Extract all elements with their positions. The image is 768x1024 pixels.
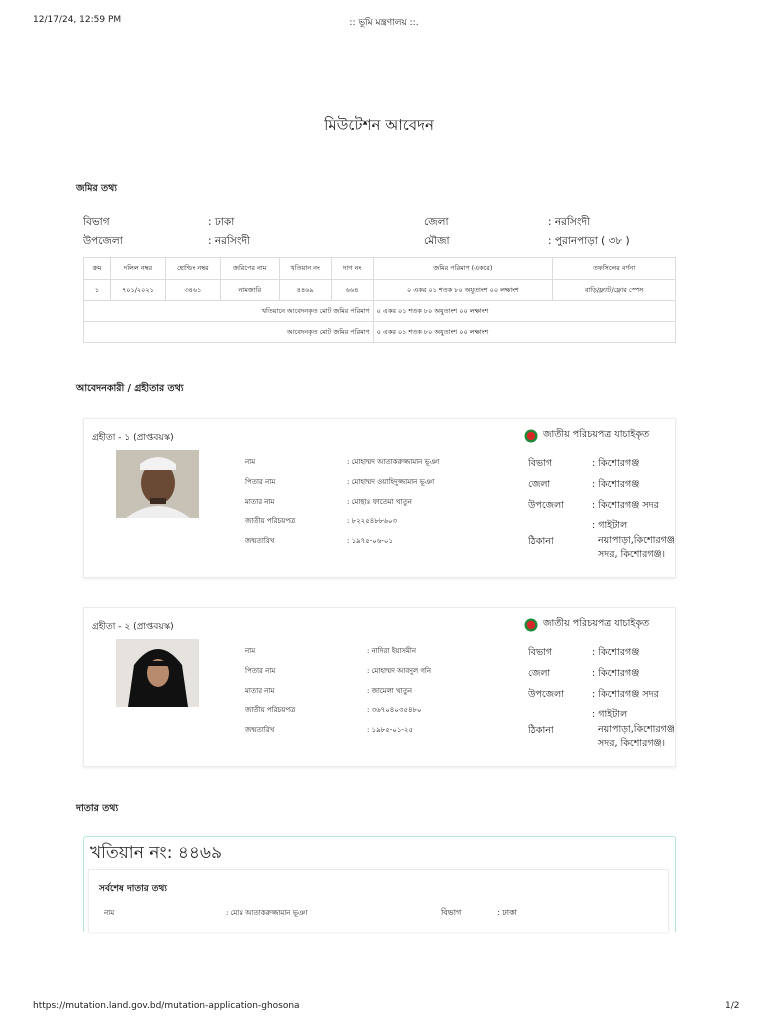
recipient-heading: গ্রহীতা - ১ (প্রাপ্তবয়স্ক) [92, 433, 174, 443]
dob-label: জন্মতারিখ [245, 726, 275, 734]
address-line: নয়াপাড়া,কিশোরগঞ্জ [598, 535, 675, 546]
table-cell: ০ একর ০১ শতক ৮০ অযুতাংশ ০০ লক্ষাংশ [373, 280, 553, 301]
col-header: দাগ নং [331, 258, 373, 280]
khatian-heading: খতিয়ান নং: ৪৪৬৯ [90, 843, 223, 863]
dob-value: : ১৯৮৫-০১-২৫ [367, 726, 413, 734]
donor-division-value: : ঢাকা [497, 908, 518, 917]
nid-value: : ৩৬৭০৪০৩৫৪৮০ [367, 706, 422, 714]
father-label: পিতার নাম [245, 667, 276, 675]
nid-verified-text: জাতীয় পরিচয়পত্র যাচাইকৃত [543, 618, 650, 629]
name-value: : মোহাম্মদ আতাকরুজ্জামান ভূঞা [347, 458, 440, 466]
land-table-header-row [84, 258, 676, 280]
latest-donor-title: সর্বশেষ দাতার তথ্য [99, 884, 167, 894]
print-page-number: 1/2 [725, 1001, 740, 1011]
col-header: তফসিলের বর্ণনা [553, 258, 676, 280]
col-header: খতিয়ান নং [279, 258, 331, 280]
upazila-label: উপজেলা [528, 500, 564, 511]
male-portrait-icon [116, 450, 199, 518]
donor-name-label: নাম [104, 909, 115, 917]
upazila-value: : কিশোরগঞ্জ সদর [592, 689, 659, 700]
mother-value: : মোছাঃ ফাতেমা খাতুন [347, 498, 412, 506]
land-table [83, 257, 676, 343]
print-datetime: 12/17/24, 12:59 PM [33, 15, 122, 25]
land-division-value: : ঢাকা [208, 216, 235, 228]
land-upazila-value: : নরসিংদী [208, 235, 250, 247]
land-mouza-value: : পুরানপাড়া ( ৩৮ ) [548, 235, 630, 247]
address-label: ঠিকানা [528, 725, 554, 736]
father-label: পিতার নাম [245, 478, 276, 486]
table-cell: ৩৪৬১ [165, 280, 220, 301]
donor-name-value: : মোঃ আতাকরুজ্জামান ভূঞা [226, 909, 308, 917]
applicant-section-title: আবেদনকারী / গ্রহীতার তথ্য [76, 383, 184, 394]
mother-label: মাতার নাম [245, 498, 275, 506]
bd-emblem-icon [523, 429, 539, 443]
father-value: : মোহাম্মদ ওয়াহিদুজ্জামান ভূঞা [347, 478, 435, 486]
name-label: নাম [245, 458, 256, 466]
total-khatian-label: খতিয়ানে আবেদনকৃত মোট জমির পরিমাণ [84, 301, 374, 322]
nid-verified-badge [523, 428, 649, 443]
total-khatian-value: ০ একর ০১ শতক ৮০ অযুতাংশ ০০ লক্ষাংশ [373, 301, 675, 322]
print-site-title: :: ভূমি মন্ত্রণালয় ::. [349, 18, 419, 28]
table-row [84, 280, 676, 301]
table-cell: নামজারি [220, 280, 279, 301]
nid-label: জাতীয় পরিচয়পত্র [245, 706, 296, 714]
district-label: জেলা [528, 668, 551, 679]
land-upazila-label: উপজেলা [83, 235, 123, 247]
female-portrait-icon [116, 639, 199, 707]
dob-value: : ১৯৭৫-০৬-০১ [347, 537, 394, 545]
address-line: : গাইটাল [592, 520, 628, 531]
nid-label: জাতীয় পরিচয়পত্র [245, 517, 296, 525]
district-value: : কিশোরগঞ্জ [592, 479, 640, 490]
col-header: জমির পরিমাণ (একরে) [373, 258, 553, 280]
dob-label: জন্মতারিখ [245, 537, 275, 545]
address-line: নয়াপাড়া,কিশোরগঞ্জ [598, 724, 675, 735]
land-division-label: বিভাগ [83, 216, 110, 228]
nid-value: : ৮২২৫৪৮৮৬০৩ [347, 517, 398, 525]
page-title: মিউটেশন আবেদন [324, 116, 434, 134]
name-label: নাম [245, 647, 256, 655]
table-cell: ৪৪৬৯ [279, 280, 331, 301]
address-line: সদর, কিশোরগঞ্জ। [598, 738, 666, 749]
col-header: হোল্ডিং নম্বর [165, 258, 220, 280]
total-applied-value: ০ একর ০১ শতক ৮০ অযুতাংশ ০০ লক্ষাংশ [373, 322, 675, 343]
upazila-value: : কিশোরগঞ্জ সদর [592, 500, 659, 511]
table-cell: ৭০১/২০২১ [110, 280, 165, 301]
table-row [84, 322, 676, 343]
division-value: : কিশোরগঞ্জ [592, 458, 640, 469]
father-value: : মোহাম্মদ আবদুল গনি [367, 667, 432, 675]
division-value: : কিশোরগঞ্জ [592, 647, 640, 658]
recipient-photo [116, 450, 199, 518]
latest-donor-panel [88, 869, 669, 932]
name-value: : নাদিরা ইয়াসমীন [367, 647, 417, 655]
mother-value: : জামেলা খাতুন [367, 687, 413, 695]
district-value: : কিশোরগঞ্জ [592, 668, 640, 679]
print-footer-url: https://mutation.land.gov.bd/mutation-application-ghosona [33, 1001, 300, 1011]
address-line: : গাইটাল [592, 709, 628, 720]
division-label: বিভাগ [528, 458, 553, 469]
land-district-value: : নরসিংদী [548, 216, 590, 228]
col-header: জরিপের নাম [220, 258, 279, 280]
land-district-label: জেলা [424, 216, 449, 228]
donor-division-label: বিভাগ [441, 908, 462, 917]
donor-section-title: দাতার তথ্য [76, 803, 119, 814]
land-mouza-label: মৌজা [424, 235, 450, 247]
upazila-label: উপজেলা [528, 689, 564, 700]
col-header: ক্রম [84, 258, 111, 280]
address-line: সদর, কিশোরগঞ্জ। [598, 549, 666, 560]
table-cell: বাড়ি/ফ্ল্যাট/ফ্লোর স্পেস [553, 280, 676, 301]
division-label: বিভাগ [528, 647, 553, 658]
nid-verified-badge [523, 617, 649, 632]
table-cell: ৬৬৪ [331, 280, 373, 301]
total-applied-label: আবেদনকৃত মোট জমির পরিমাণ [84, 322, 374, 343]
mother-label: মাতার নাম [245, 687, 275, 695]
table-cell: ১ [84, 280, 111, 301]
recipient-photo [116, 639, 199, 707]
land-info-title: জমির তথ্য [76, 183, 118, 194]
bd-emblem-icon [523, 618, 539, 632]
address-label: ঠিকানা [528, 536, 554, 547]
district-label: জেলা [528, 479, 551, 490]
nid-verified-text: জাতীয় পরিচয়পত্র যাচাইকৃত [543, 429, 650, 440]
table-row [84, 301, 676, 322]
recipient-heading: গ্রহীতা - ২ (প্রাপ্তবয়স্ক) [92, 622, 174, 632]
col-header: দলিল নম্বর [110, 258, 165, 280]
